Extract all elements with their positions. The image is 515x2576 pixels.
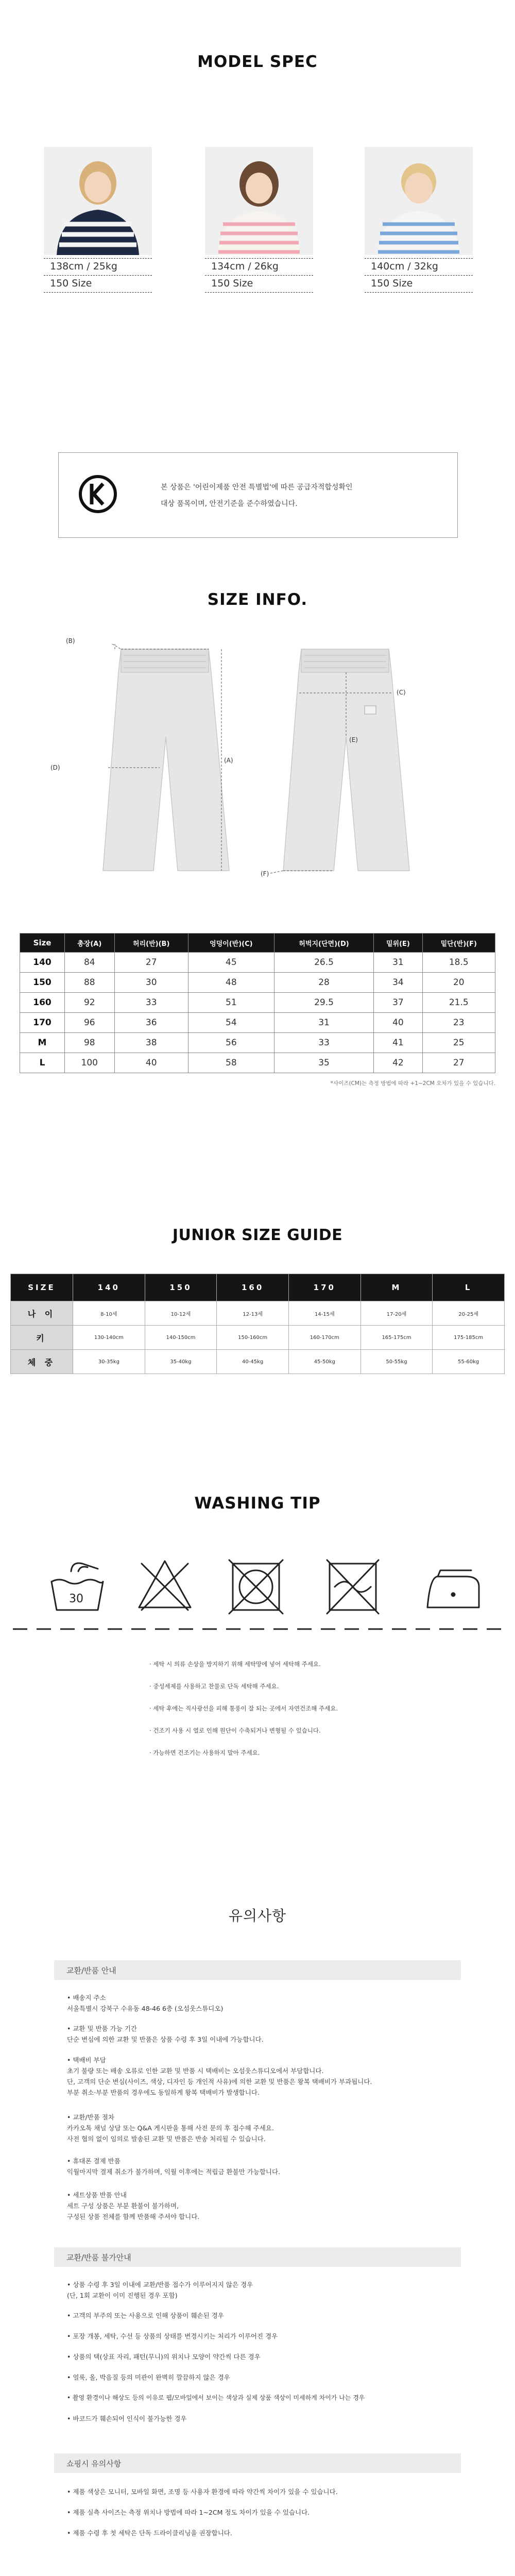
notice-item: • 택배비 부담 초기 불량 또는 배송 오류로 인한 교환 및 반품 시 택배비는 오섬웃스튜디오에서 부담합니다. 단, 고객의 단순 변심(사이즈, 색상, 디자인 등 개인적 사유)에 의한 교환 및 반품은 왕복 택배비가 부과됩니다. 부분 취소·부분 반품의 경우에도 동일하게 왕복 택배비가 발생합니다. bbox=[67, 2056, 372, 2096]
table-row bbox=[20, 1053, 495, 1073]
junior-cell: 130-140cm bbox=[73, 1326, 145, 1350]
size-cell: 45 bbox=[188, 953, 274, 973]
size-cell: 150 bbox=[20, 973, 65, 993]
table-row bbox=[20, 1033, 495, 1053]
hand-wash-30-icon bbox=[52, 1563, 103, 1610]
junior-cell: 12-13세 bbox=[217, 1301, 289, 1326]
table-row bbox=[20, 1013, 495, 1033]
model-card bbox=[205, 147, 313, 293]
size-header-cell: 밑위(E) bbox=[374, 934, 422, 953]
washing-item: · 중성세제를 사용하고 찬물로 단독 세탁해 주세요. bbox=[149, 1683, 279, 1690]
model-photo bbox=[44, 147, 152, 255]
size-cell: 20 bbox=[422, 973, 495, 993]
size-cell: 36 bbox=[114, 1013, 188, 1033]
size-cell: 28 bbox=[274, 973, 374, 993]
size-cell: 140 bbox=[20, 953, 65, 973]
size-cell: 98 bbox=[65, 1033, 115, 1053]
junior-size-guide-title: JUNIOR SIZE GUIDE bbox=[172, 1226, 343, 1244]
size-cell: 27 bbox=[114, 953, 188, 973]
junior-header-row bbox=[11, 1274, 505, 1301]
washing-item: · 세탁 시 의류 손상을 방지하기 위해 세탁망에 넣어 세탁해 주세요. bbox=[149, 1660, 321, 1668]
size-cell: 160 bbox=[20, 993, 65, 1013]
size-cell: 48 bbox=[188, 973, 274, 993]
size-cell: 29.5 bbox=[274, 993, 374, 1013]
diagram-label-b: (B) bbox=[66, 637, 75, 645]
no-tumble-dry-icon bbox=[229, 1560, 283, 1614]
svg-text:30: 30 bbox=[69, 1592, 83, 1605]
junior-cell: 17-20세 bbox=[360, 1301, 433, 1326]
notice-item: • 교환 및 반품 가능 기간 단순 변심에 의한 교환 및 반품은 상품 수령 후 3일 이내에 가능합니다. bbox=[67, 2025, 264, 2043]
junior-cell: 150-160cm bbox=[217, 1326, 289, 1350]
size-cell: 37 bbox=[374, 993, 422, 1013]
size-cell: 84 bbox=[65, 953, 115, 973]
kc-mark-icon bbox=[78, 474, 117, 514]
notice-section-label: 교환/반품 불가안내 bbox=[66, 2253, 131, 2262]
junior-header-cell: SIZE bbox=[11, 1274, 73, 1301]
size-cell: 26.5 bbox=[274, 953, 374, 973]
washing-item: · 가능하면 건조기는 사용하지 말아 주세요. bbox=[149, 1749, 260, 1756]
notice-section-bar bbox=[54, 2453, 461, 2473]
no-wring-icon bbox=[327, 1560, 379, 1614]
junior-cell: 140-150cm bbox=[145, 1326, 217, 1350]
model-spec-title: MODEL SPEC bbox=[197, 53, 318, 71]
diagram-label-d: (D) bbox=[50, 764, 60, 771]
notice-item: • 촬영 환경이나 해상도 등의 이유로 웹/모바일에서 보이는 색상과 실제 상품 색상이 미세하게 차이가 나는 경우 bbox=[67, 2394, 365, 2401]
size-cell: 23 bbox=[422, 1013, 495, 1033]
size-cell: 40 bbox=[114, 1053, 188, 1073]
iron-low-icon bbox=[427, 1570, 479, 1607]
size-cell: 96 bbox=[65, 1013, 115, 1033]
size-header-cell: 허벅지(단면)(D) bbox=[274, 934, 374, 953]
diagram-label-f: (F) bbox=[261, 870, 269, 877]
model-size: 150 Size bbox=[211, 278, 253, 289]
junior-size-table bbox=[10, 1274, 505, 1374]
size-cell: 170 bbox=[20, 1013, 65, 1033]
size-info-title: SIZE INFO. bbox=[207, 590, 308, 609]
diagram-label-e: (E) bbox=[349, 736, 358, 743]
size-cell: 58 bbox=[188, 1053, 274, 1073]
junior-header-cell: 160 bbox=[217, 1274, 289, 1301]
notice-item: • 제품 색상은 모니터, 모바일 화면, 조명 등 사용자 환경에 따라 약간씩 차이가 있을 수 있습니다. bbox=[67, 2488, 338, 2496]
notice-item: • 상품의 택(상표 자리, 패턴(무니)의 위치나 모양이 약간씩 다른 경우 bbox=[67, 2353, 261, 2361]
size-note: *사이즈(CM)는 측정 방법에 따라 +1~2CM 오차가 있을 수 있습니다. bbox=[330, 1080, 495, 1087]
size-header-cell: 허리(반)(B) bbox=[114, 934, 188, 953]
junior-cell: 40-45kg bbox=[217, 1350, 289, 1374]
size-cell: 31 bbox=[274, 1013, 374, 1033]
size-cell: 38 bbox=[114, 1033, 188, 1053]
notice-title: 유의사항 bbox=[228, 1907, 287, 1924]
dashed-divider bbox=[13, 1628, 502, 1630]
no-bleach-icon bbox=[139, 1561, 191, 1610]
notice-item: • 고객의 부주의 또는 사용으로 인해 상품이 훼손된 경우 bbox=[67, 2312, 224, 2319]
size-cell: 31 bbox=[374, 953, 422, 973]
model-card bbox=[44, 147, 152, 293]
junior-cell: 8-10세 bbox=[73, 1301, 145, 1326]
junior-row-label: 체 중 bbox=[11, 1350, 73, 1374]
notice-item: • 교환/반품 절차 카카오톡 채널 상담 또는 Q&A 게시판을 통해 사전 문의 후 접수해 주세요. 사전 협의 없이 임의로 발송된 교환 및 반품은 반송 처리될 수 있습니다. bbox=[67, 2113, 274, 2143]
table-row bbox=[11, 1301, 505, 1326]
size-cell: 40 bbox=[374, 1013, 422, 1033]
model-size: 150 Size bbox=[371, 278, 413, 289]
size-cell: 100 bbox=[65, 1053, 115, 1073]
size-cell: 56 bbox=[188, 1033, 274, 1053]
model-measure: 138cm / 25kg bbox=[50, 261, 117, 272]
size-cell: 30 bbox=[114, 973, 188, 993]
table-row bbox=[20, 953, 495, 973]
size-header-cell: 밑단(반)(F) bbox=[422, 934, 495, 953]
junior-cell: 160-170cm bbox=[288, 1326, 360, 1350]
junior-header-cell: L bbox=[433, 1274, 505, 1301]
notice-item: • 제품 실측 사이즈는 측정 위치나 방법에 따라 1~2CM 정도 차이가 있을 수 있습니다. bbox=[67, 2509, 310, 2516]
size-table-header-row bbox=[20, 934, 495, 953]
junior-header-cell: 170 bbox=[288, 1274, 360, 1301]
junior-cell: 55-60kg bbox=[433, 1350, 505, 1374]
model-measure: 140cm / 32kg bbox=[371, 261, 438, 272]
diagram-label-a: (A) bbox=[224, 757, 233, 764]
junior-cell: 35-40kg bbox=[145, 1350, 217, 1374]
notice-item: • 제품 수령 후 첫 세탁은 단독 드라이클리닝을 권장합니다. bbox=[67, 2529, 232, 2537]
model-photo bbox=[365, 147, 473, 255]
table-row bbox=[20, 973, 495, 993]
size-cell: 27 bbox=[422, 1053, 495, 1073]
size-cell: 34 bbox=[374, 973, 422, 993]
size-cell: 33 bbox=[274, 1033, 374, 1053]
size-header-cell: 엉덩이(반)(C) bbox=[188, 934, 274, 953]
size-cell: 18.5 bbox=[422, 953, 495, 973]
notice-item: • 상품 수령 후 3일 이내에 교환/반품 접수가 이루어지지 않은 경우 (단, 1회 교환이 이미 진행된 경우 포함) bbox=[67, 2281, 253, 2299]
size-cell: 54 bbox=[188, 1013, 274, 1033]
junior-cell: 20-25세 bbox=[433, 1301, 505, 1326]
model-card bbox=[365, 147, 473, 293]
junior-cell: 14-15세 bbox=[288, 1301, 360, 1326]
size-cell: 42 bbox=[374, 1053, 422, 1073]
model-measure: 134cm / 26kg bbox=[211, 261, 279, 272]
washing-item: · 건조기 사용 시 열로 인해 원단이 수축되거나 변형될 수 있습니다. bbox=[149, 1727, 321, 1734]
kc-text-line2: 대상 품목이며, 안전기준을 준수하였습니다. bbox=[161, 500, 298, 508]
size-cell: M bbox=[20, 1033, 65, 1053]
washing-item: · 세탁 후에는 직사광선을 피해 통풍이 잘 되는 곳에서 자연건조해 주세요. bbox=[149, 1705, 338, 1712]
junior-cell: 50-55kg bbox=[360, 1350, 433, 1374]
notice-section-label: 쇼핑시 유의사항 bbox=[66, 2459, 122, 2468]
table-row bbox=[11, 1326, 505, 1350]
washing-tip-title: WASHING TIP bbox=[194, 1494, 321, 1513]
table-row bbox=[11, 1350, 505, 1374]
notice-section-bar bbox=[54, 1960, 461, 1980]
size-cell: 33 bbox=[114, 993, 188, 1013]
junior-header-cell: 140 bbox=[73, 1274, 145, 1301]
junior-header-cell: M bbox=[360, 1274, 433, 1301]
model-photo bbox=[205, 147, 313, 255]
washing-icons bbox=[31, 1551, 484, 1618]
notice-item: • 세트상품 반품 안내 세트 구성 상품은 부분 환불이 불가하며, 구성된 상품 전체를 함께 반품해 주셔야 합니다. bbox=[67, 2191, 200, 2221]
size-cell: 35 bbox=[274, 1053, 374, 1073]
notice-section-bar bbox=[54, 2247, 461, 2267]
size-header-cell: 총장(A) bbox=[65, 934, 115, 953]
notice-item: • 포장 개봉, 세탁, 수선 등 상품의 상태를 변경시키는 처리가 이루어진 경우 bbox=[67, 2332, 278, 2340]
pants-size-diagram bbox=[50, 637, 448, 886]
junior-row-label: 키 bbox=[11, 1326, 73, 1350]
diagram-label-c: (C) bbox=[397, 689, 406, 696]
model-size: 150 Size bbox=[50, 278, 92, 289]
notice-item: • 바코드가 훼손되어 인식이 불가능한 경우 bbox=[67, 2415, 187, 2422]
junior-cell: 10-12세 bbox=[145, 1301, 217, 1326]
size-header-cell: Size bbox=[20, 934, 65, 953]
table-row bbox=[20, 993, 495, 1013]
notice-item: • 휴대폰 결제 반품 익월마지막 결제 취소가 불가하며, 익월 이후에는 적립금 환불만 가능합니다. bbox=[67, 2157, 281, 2176]
size-cell: 25 bbox=[422, 1033, 495, 1053]
kc-text-line1: 본 상품은 '어린이제품 안전 특별법'에 따른 공급자적합성확인 bbox=[161, 483, 353, 492]
junior-header-cell: 150 bbox=[145, 1274, 217, 1301]
junior-row-label: 나 이 bbox=[11, 1301, 73, 1326]
notice-item: • 배송지 주소 서울특별시 강북구 수유동 48-46 6층 (오섬웃스튜디오) bbox=[67, 1994, 224, 2012]
size-cell: L bbox=[20, 1053, 65, 1073]
junior-cell: 165-175cm bbox=[360, 1326, 433, 1350]
size-cell: 88 bbox=[65, 973, 115, 993]
size-cell: 21.5 bbox=[422, 993, 495, 1013]
notice-item: • 얼룩, 올, 박음질 등의 미관이 완벽히 깔끔하지 않은 경우 bbox=[67, 2374, 230, 2381]
size-cell: 51 bbox=[188, 993, 274, 1013]
size-cell: 92 bbox=[65, 993, 115, 1013]
size-cell: 41 bbox=[374, 1033, 422, 1053]
junior-cell: 45-50kg bbox=[288, 1350, 360, 1374]
size-table bbox=[20, 933, 495, 1073]
junior-cell: 30-35kg bbox=[73, 1350, 145, 1374]
kc-certification-box bbox=[58, 452, 458, 538]
junior-cell: 175-185cm bbox=[433, 1326, 505, 1350]
notice-section-label: 교환/반품 안내 bbox=[66, 1966, 116, 1975]
